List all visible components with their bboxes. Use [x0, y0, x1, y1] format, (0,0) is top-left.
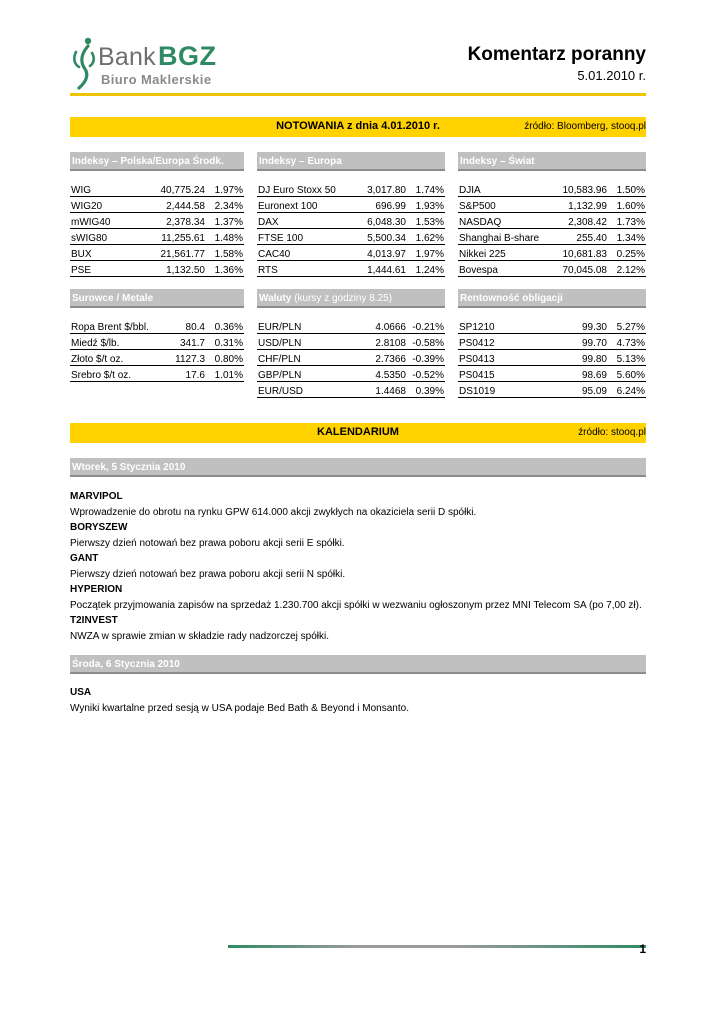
row-name: CHF/PLN [257, 350, 347, 366]
row-name: S&P500 [458, 197, 550, 213]
commodities-table [70, 318, 244, 382]
row-name: Shanghai B-share [458, 229, 550, 245]
row-value: 2.8108 [347, 334, 407, 350]
row-change: 0.36% [206, 318, 244, 334]
table-row [458, 366, 646, 382]
row-value: 80.4 [158, 318, 206, 334]
table-row [70, 213, 244, 229]
indices-pl-table [70, 181, 244, 277]
row-value: 99.70 [548, 334, 608, 350]
entry-company: HYPERION [70, 584, 123, 595]
logo-bank-text: Bank [98, 43, 156, 71]
footer-line [228, 945, 646, 948]
logo-bgz-text: BGZ [158, 41, 217, 71]
row-change: 0.80% [206, 350, 244, 366]
row-change: -0.58% [407, 334, 445, 350]
row-name: WIG20 [70, 197, 148, 213]
table-row [458, 229, 646, 245]
row-value: 98.69 [548, 366, 608, 382]
row-name: mWIG40 [70, 213, 148, 229]
currencies-table [257, 318, 445, 398]
table-row [458, 382, 646, 398]
row-change: 1.97% [407, 245, 445, 261]
table-row [458, 350, 646, 366]
logo-subtitle: Biuro Maklerskie [101, 72, 212, 87]
bonds-table [458, 318, 646, 398]
table-row [70, 366, 244, 382]
currencies-heading-sub: (kursy z godziny 8.25) [294, 293, 393, 304]
table-row [458, 181, 646, 197]
document-date: 5.01.2010 r. [577, 68, 646, 83]
table-row [257, 318, 445, 334]
row-change: 0.25% [608, 245, 646, 261]
currencies-heading [257, 289, 445, 308]
table-row [458, 245, 646, 261]
row-change: 1.73% [608, 213, 646, 229]
row-value: 70,045.08 [550, 261, 608, 277]
indices-world-table [458, 181, 646, 277]
table-row [70, 350, 244, 366]
row-change: 1.34% [608, 229, 646, 245]
table-row [257, 261, 445, 277]
commodities-heading: Surowce / Metale [70, 289, 244, 308]
calendar-bar [70, 423, 646, 443]
row-change: 0.31% [206, 334, 244, 350]
row-change: -0.39% [407, 350, 445, 366]
row-change: 1.97% [206, 181, 244, 197]
row-value: 21,561.77 [148, 245, 206, 261]
calendar-bar-source: źródło: stooq.pl [578, 427, 646, 438]
quotes-bar-title: NOTOWANIA z dnia 4.01.2010 r. [276, 120, 440, 132]
indices-world-heading: Indeksy – Świat [458, 152, 646, 171]
row-change: 1.62% [407, 229, 445, 245]
row-name: FTSE 100 [257, 229, 349, 245]
entry-text: NWZA w sprawie zmian w składzie rady nadzorczej spółki. [70, 631, 329, 642]
calendar-entry [70, 491, 642, 522]
row-value: 1,132.99 [550, 197, 608, 213]
row-name: Złoto $/t oz. [70, 350, 158, 366]
row-value: 11,255.61 [148, 229, 206, 245]
row-name: DJIA [458, 181, 550, 197]
table-row [257, 245, 445, 261]
indices-eu-table [257, 181, 445, 277]
row-name: PS0415 [458, 366, 548, 382]
row-change: -0.21% [407, 318, 445, 334]
table-row [257, 382, 445, 398]
row-name: WIG [70, 181, 148, 197]
row-change: -0.52% [407, 366, 445, 382]
table-row [458, 318, 646, 334]
row-value: 3,017.80 [349, 181, 407, 197]
row-change: 1.48% [206, 229, 244, 245]
row-name: SP1210 [458, 318, 548, 334]
row-change: 1.50% [608, 181, 646, 197]
row-change: 1.53% [407, 213, 445, 229]
row-value: 1127.3 [158, 350, 206, 366]
row-name: Euronext 100 [257, 197, 349, 213]
row-value: 40,775.24 [148, 181, 206, 197]
calendar-day2-entries [70, 687, 409, 718]
row-value: 95.09 [548, 382, 608, 398]
row-value: 2,444.58 [148, 197, 206, 213]
row-value: 696.99 [349, 197, 407, 213]
entry-company: MARVIPOL [70, 491, 123, 502]
row-name: Nikkei 225 [458, 245, 550, 261]
row-value: 99.30 [548, 318, 608, 334]
row-value: 10,681.83 [550, 245, 608, 261]
entry-text: Pierwszy dzień notowań bez prawa poboru akcji serii N spółki. [70, 569, 346, 580]
entry-text: Początek przyjmowania zapisów na sprzedaż 1.230.700 akcji spółki w wezwaniu ogłoszonym przez MNI Telecom SA (po 7,00 zł). [70, 600, 642, 611]
table-row [70, 197, 244, 213]
document-title: Komentarz poranny [467, 44, 646, 65]
row-name: PS0412 [458, 334, 548, 350]
indices-pl-heading: Indeksy – Polska/Europa Środk. [70, 152, 244, 171]
table-row [70, 229, 244, 245]
calendar-entry [70, 584, 642, 615]
table-row [70, 261, 244, 277]
table-row [257, 366, 445, 382]
entry-company: GANT [70, 553, 99, 564]
row-name: DS1019 [458, 382, 548, 398]
table-row [458, 197, 646, 213]
table-row [257, 197, 445, 213]
entry-text: Wprowadzenie do obrotu na rynku GPW 614.000 akcji zwykłych na okaziciela serii D spółki. [70, 507, 477, 518]
entry-text: Wyniki kwartalne przed sesją w USA podaje Bed Bath & Beyond i Monsanto. [70, 703, 409, 714]
row-value: 1.4468 [347, 382, 407, 398]
entry-company: BORYSZEW [70, 522, 128, 533]
row-change: 1.74% [407, 181, 445, 197]
row-name: BUX [70, 245, 148, 261]
row-name: Miedź $/lb. [70, 334, 158, 350]
row-change: 5.60% [608, 366, 646, 382]
entry-company: USA [70, 687, 92, 698]
row-name: CAC40 [257, 245, 349, 261]
calendar-entry [70, 615, 642, 646]
row-change: 1.60% [608, 197, 646, 213]
row-value: 6,048.30 [349, 213, 407, 229]
row-change: 1.58% [206, 245, 244, 261]
table-row [257, 181, 445, 197]
calendar-entry [70, 687, 409, 718]
header-rule [70, 93, 646, 96]
row-name: NASDAQ [458, 213, 550, 229]
calendar-day2-heading: Środa, 6 Stycznia 2010 [70, 655, 646, 674]
table-row [458, 261, 646, 277]
row-change: 5.13% [608, 350, 646, 366]
row-change: 1.36% [206, 261, 244, 277]
row-change: 2.34% [206, 197, 244, 213]
row-name: EUR/USD [257, 382, 347, 398]
row-name: USD/PLN [257, 334, 347, 350]
indices-eu-heading: Indeksy – Europa [257, 152, 445, 171]
row-name: sWIG80 [70, 229, 148, 245]
calendar-entry [70, 553, 642, 584]
entry-company: T2INVEST [70, 615, 118, 626]
row-value: 2,378.34 [148, 213, 206, 229]
row-change: 1.24% [407, 261, 445, 277]
row-value: 4,013.97 [349, 245, 407, 261]
table-row [70, 245, 244, 261]
table-row [458, 334, 646, 350]
row-name: DJ Euro Stoxx 50 [257, 181, 349, 197]
row-value: 2,308.42 [550, 213, 608, 229]
row-value: 255.40 [550, 229, 608, 245]
row-name: RTS [257, 261, 349, 277]
calendar-day1-heading: Wtorek, 5 Stycznia 2010 [70, 458, 646, 477]
table-row [257, 334, 445, 350]
row-name: DAX [257, 213, 349, 229]
row-name: EUR/PLN [257, 318, 347, 334]
quotes-bar-source: źródło: Bloomberg, stooq.pl [524, 121, 646, 132]
table-row [70, 181, 244, 197]
table-row [257, 213, 445, 229]
row-name: GBP/PLN [257, 366, 347, 382]
row-value: 99.80 [548, 350, 608, 366]
table-row [70, 318, 244, 334]
row-change: 5.27% [608, 318, 646, 334]
row-change: 4.73% [608, 334, 646, 350]
row-change: 6.24% [608, 382, 646, 398]
calendar-bar-title: KALENDARIUM [317, 426, 399, 438]
row-name: PS0413 [458, 350, 548, 366]
row-change: 1.37% [206, 213, 244, 229]
page-number: 1 [639, 942, 646, 956]
row-value: 5,500.34 [349, 229, 407, 245]
table-row [257, 350, 445, 366]
row-value: 10,583.96 [550, 181, 608, 197]
quotes-bar [70, 117, 646, 137]
row-value: 4.5350 [347, 366, 407, 382]
row-value: 2.7366 [347, 350, 407, 366]
row-value: 1,444.61 [349, 261, 407, 277]
row-value: 1,132.50 [148, 261, 206, 277]
row-change: 2.12% [608, 261, 646, 277]
row-name: PSE [70, 261, 148, 277]
row-name: Ropa Brent $/bbl. [70, 318, 158, 334]
table-row [70, 334, 244, 350]
row-value: 341.7 [158, 334, 206, 350]
entry-text: Pierwszy dzień notowań bez prawa poboru akcji serii E spółki. [70, 538, 345, 549]
row-change: 0.39% [407, 382, 445, 398]
row-change: 1.93% [407, 197, 445, 213]
table-row [257, 229, 445, 245]
currencies-heading-main: Waluty [259, 293, 292, 304]
calendar-entry [70, 522, 642, 553]
table-row [458, 213, 646, 229]
row-value: 17.6 [158, 366, 206, 382]
row-value: 4.0666 [347, 318, 407, 334]
bonds-heading: Rentowność obligacji [458, 289, 646, 308]
row-name: Bovespa [458, 261, 550, 277]
row-change: 1.01% [206, 366, 244, 382]
calendar-day1-entries [70, 491, 642, 646]
logo-figure-icon [70, 36, 96, 90]
row-name: Srebro $/t oz. [70, 366, 158, 382]
